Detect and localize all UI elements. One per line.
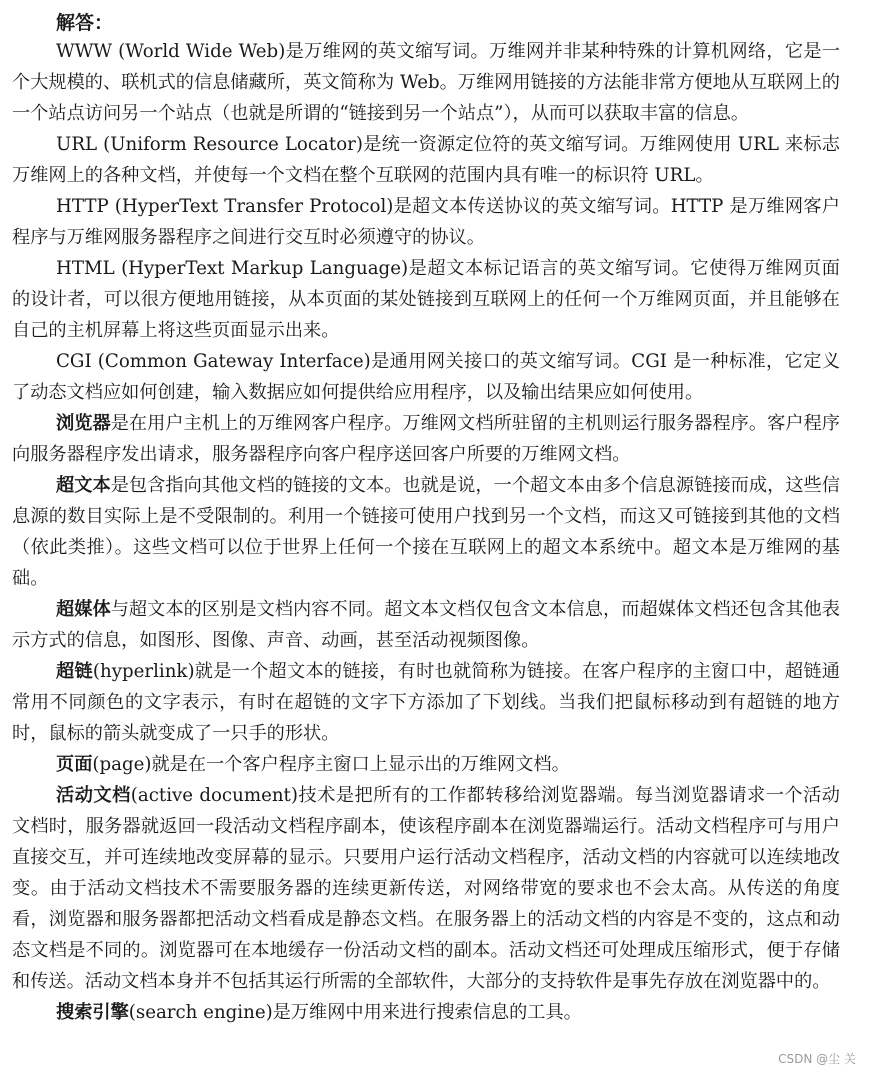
paragraph-text: URL (Uniform Resource Locator)是统一资源定位符的英文缩写词。万维网使用 URL 来标志万维网上的各种文档，并使每一个文档在整个互联网的范围内具有唯一的标识符 URL。: [12, 134, 840, 186]
term-page: 页面: [56, 754, 93, 775]
paragraph-hypermedia: [12, 594, 840, 656]
paragraph-text: HTML (HyperText Markup Language)是超文本标记语言的英文缩写词。它使得万维网页面的设计者，可以很方便地用链接，从本页面的某处链接到互联网上的任何一个万维网页面，并且能够在自己的主机屏幕上将这些页面显示出来。: [12, 258, 840, 341]
paragraph-cgi: [12, 346, 840, 408]
csdn-watermark: CSDN @尘 关: [778, 1052, 856, 1066]
paragraph-text: (active document)技术是把所有的工作都转移给浏览器端。每当浏览器请求一个活动文档时，服务器就返回一段活动文档程序副本，使该程序副本在浏览器端运行。活动文档程序可与用户直接交互，并可连续地改变屏幕的显示。只要用户运行活动文档程序，活动文档的内容就可以连续地改变。由于活动文档技术不需要服务器的连续更新传送，对网络带宽的要求也不会太高。从传送的角度看，浏览器和服务器都把活动文档看成是静态文档。在服务器上的活动文档的内容是不变的，这点和动态文档是不同的。浏览器可在本地缓存一份活动文档的副本。活动文档还可处理成压缩形式，便于存储和传送。活动文档本身并不包括其运行所需的全部软件，大部分的支持软件是事先存放在浏览器中的。: [12, 785, 840, 992]
paragraph-text: 是在用户主机上的万维网客户程序。万维网文档所驻留的主机则运行服务器程序。客户程序向服务器程序发出请求，服务器程序向客户程序送回客户所要的万维网文档。: [12, 413, 840, 465]
paragraph-text: 是包含指向其他文档的链接的文本。也就是说，一个超文本由多个信息源链接而成，这些信息源的数目实际上是不受限制的。利用一个链接可使用户找到另一个文档，而这又可链接到其他的文档（依此类推）。这些文档可以位于世界上任何一个接在互联网上的超文本系统中。超文本是万维网的基础。: [12, 475, 840, 589]
paragraph-url: [12, 129, 840, 191]
paragraph-active-document: [12, 780, 840, 997]
paragraph-page: [12, 749, 840, 780]
paragraph-text: WWW (World Wide Web)是万维网的英文缩写词。万维网并非某种特殊的计算机网络，它是一个大规模的、联机式的信息储藏所，英文简称为 Web。万维网用链接的方法能非常方便地从互联网上的一个站点访问另一个站点（也就是所谓的“链接到另一个站点”），从而可以获取丰富的信息。: [12, 41, 840, 124]
paragraph-www: [12, 36, 840, 129]
paragraph-text: CGI (Common Gateway Interface)是通用网关接口的英文缩写词。CGI 是一种标准，它定义了动态文档应如何创建，输入数据应如何提供给应用程序，以及输出结果应如何使用。: [12, 351, 840, 403]
answer-heading: 解答：: [56, 12, 114, 34]
answer-body: [12, 36, 840, 1028]
term-search-engine: 搜索引擎: [56, 1002, 129, 1023]
paragraph-text: 与超文本的区别是文档内容不同。超文本文档仅包含文本信息，而超媒体文档还包含其他表示方式的信息，如图形、图像、声音、动画，甚至活动视频图像。: [12, 599, 840, 651]
paragraph-text: HTTP (HyperText Transfer Protocol)是超文本传送协议的英文缩写词。HTTP 是万维网客户程序与万维网服务器程序之间进行交互时必须遵守的协议。: [12, 196, 840, 248]
paragraph-http: [12, 191, 840, 253]
paragraph-browser: [12, 408, 840, 470]
term-hypermedia: 超媒体: [56, 599, 111, 620]
paragraph-hyperlink: [12, 656, 840, 749]
paragraph-text: (search engine)是万维网中用来进行搜索信息的工具。: [128, 1002, 582, 1023]
term-browser: 浏览器: [56, 413, 111, 434]
term-active-document: 活动文档: [56, 785, 131, 806]
term-hyperlink: 超链: [56, 661, 93, 682]
paragraph-text: (page)就是在一个客户程序主窗口上显示出的万维网文档。: [92, 754, 570, 775]
paragraph-text: (hyperlink)就是一个超文本的链接，有时也就简称为链接。在客户程序的主窗口中，超链通常用不同颜色的文字表示，有时在超链的文字下方添加了下划线。当我们把鼠标移动到有超链的地方时，鼠标的箭头就变成了一只手的形状。: [12, 661, 840, 744]
term-hypertext: 超文本: [56, 475, 111, 496]
paragraph-hypertext: [12, 470, 840, 594]
paragraph-search-engine: [12, 997, 840, 1028]
paragraph-html: [12, 253, 840, 346]
